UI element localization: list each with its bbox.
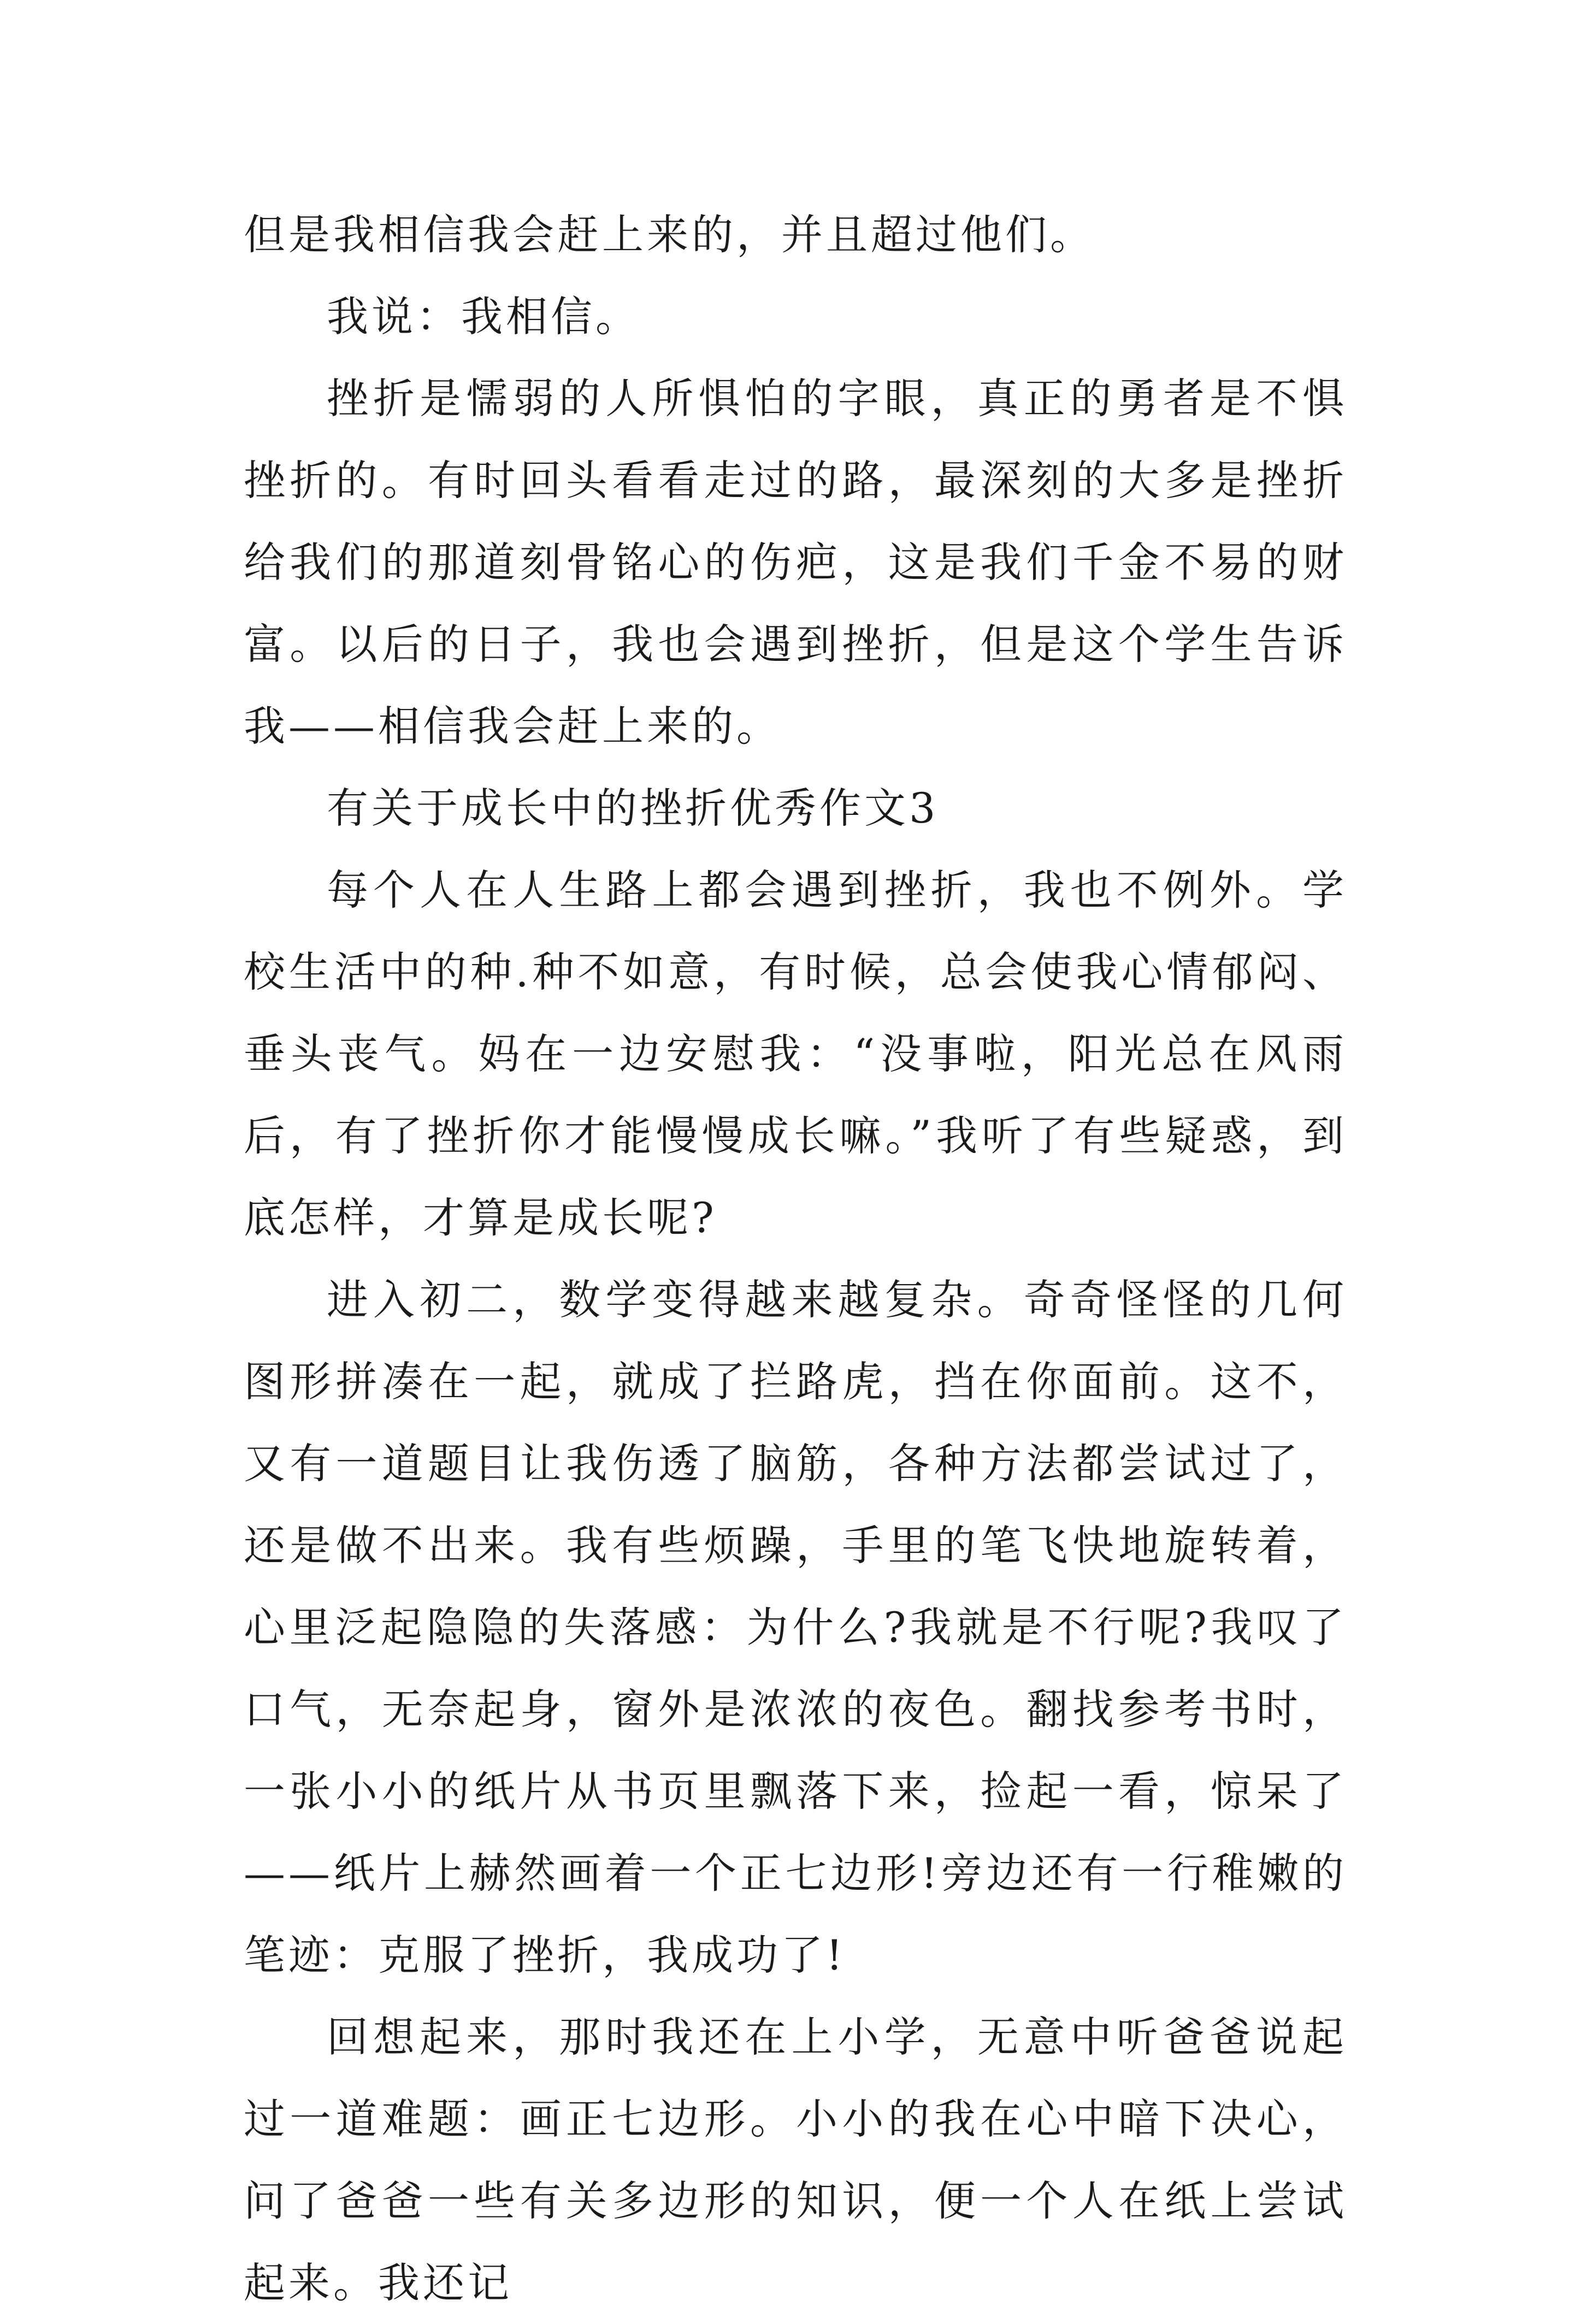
paragraph: 每个人在人生路上都会遇到挫折，我也不例外。学校生活中的种.种不如意，有时候，总会使我心情郁闷、垂头丧气。妈在一边安慰我：“没事啦，阳光总在风雨后，有了挫折你才能慢慢成长嘛。”我听了有些疑惑，到底怎样，才算是成长呢? [244,866,1347,1242]
article-body [244,194,1347,2324]
paragraph: 回想起来，那时我还在上小学，无意中听爸爸说起过一道难题：画正七边形。小小的我在心中暗下决心，问了爸爸一些有关多边形的知识，便一个人在纸上尝试起来。我还记 [244,2013,1347,2307]
paragraph-continuation: 但是我相信我会赶上来的，并且超过他们。 [244,210,1095,259]
section-heading: 有关于成长中的挫折优秀作文3 [327,784,939,832]
paragraph: 进入初二，数学变得越来越复杂。奇奇怪怪的几何图形拼凑在一起，就成了拦路虎，挡在你面前。这不，又有一道题目让我伤透了脑筋，各种方法都尝试过了，还是做不出来。我有些烦躁，手里的笔飞快地旋转着，心里泛起隐隐的失落感：为什么?我就是不行呢?我叹了口气，无奈起身，窗外是浓浓的夜色。翻找参考书时，一张小小的纸片从书页里飘落下来，捡起一看，惊呆了——纸片上赫然画着一个正七边形!旁边还有一行稚嫩的笔迹：克服了挫折，我成功了! [244,1275,1347,1979]
paragraph: 我说：我相信。 [327,292,640,341]
paragraph: 挫折是懦弱的人所惧怕的字眼，真正的勇者是不惧挫折的。有时回头看看走过的路，最深刻的大多是挫折给我们的那道刻骨铭心的伤疤，这是我们千金不易的财富。以后的日子，我也会遇到挫折，但是这个学生告诉我——相信我会赶上来的。 [244,374,1347,750]
